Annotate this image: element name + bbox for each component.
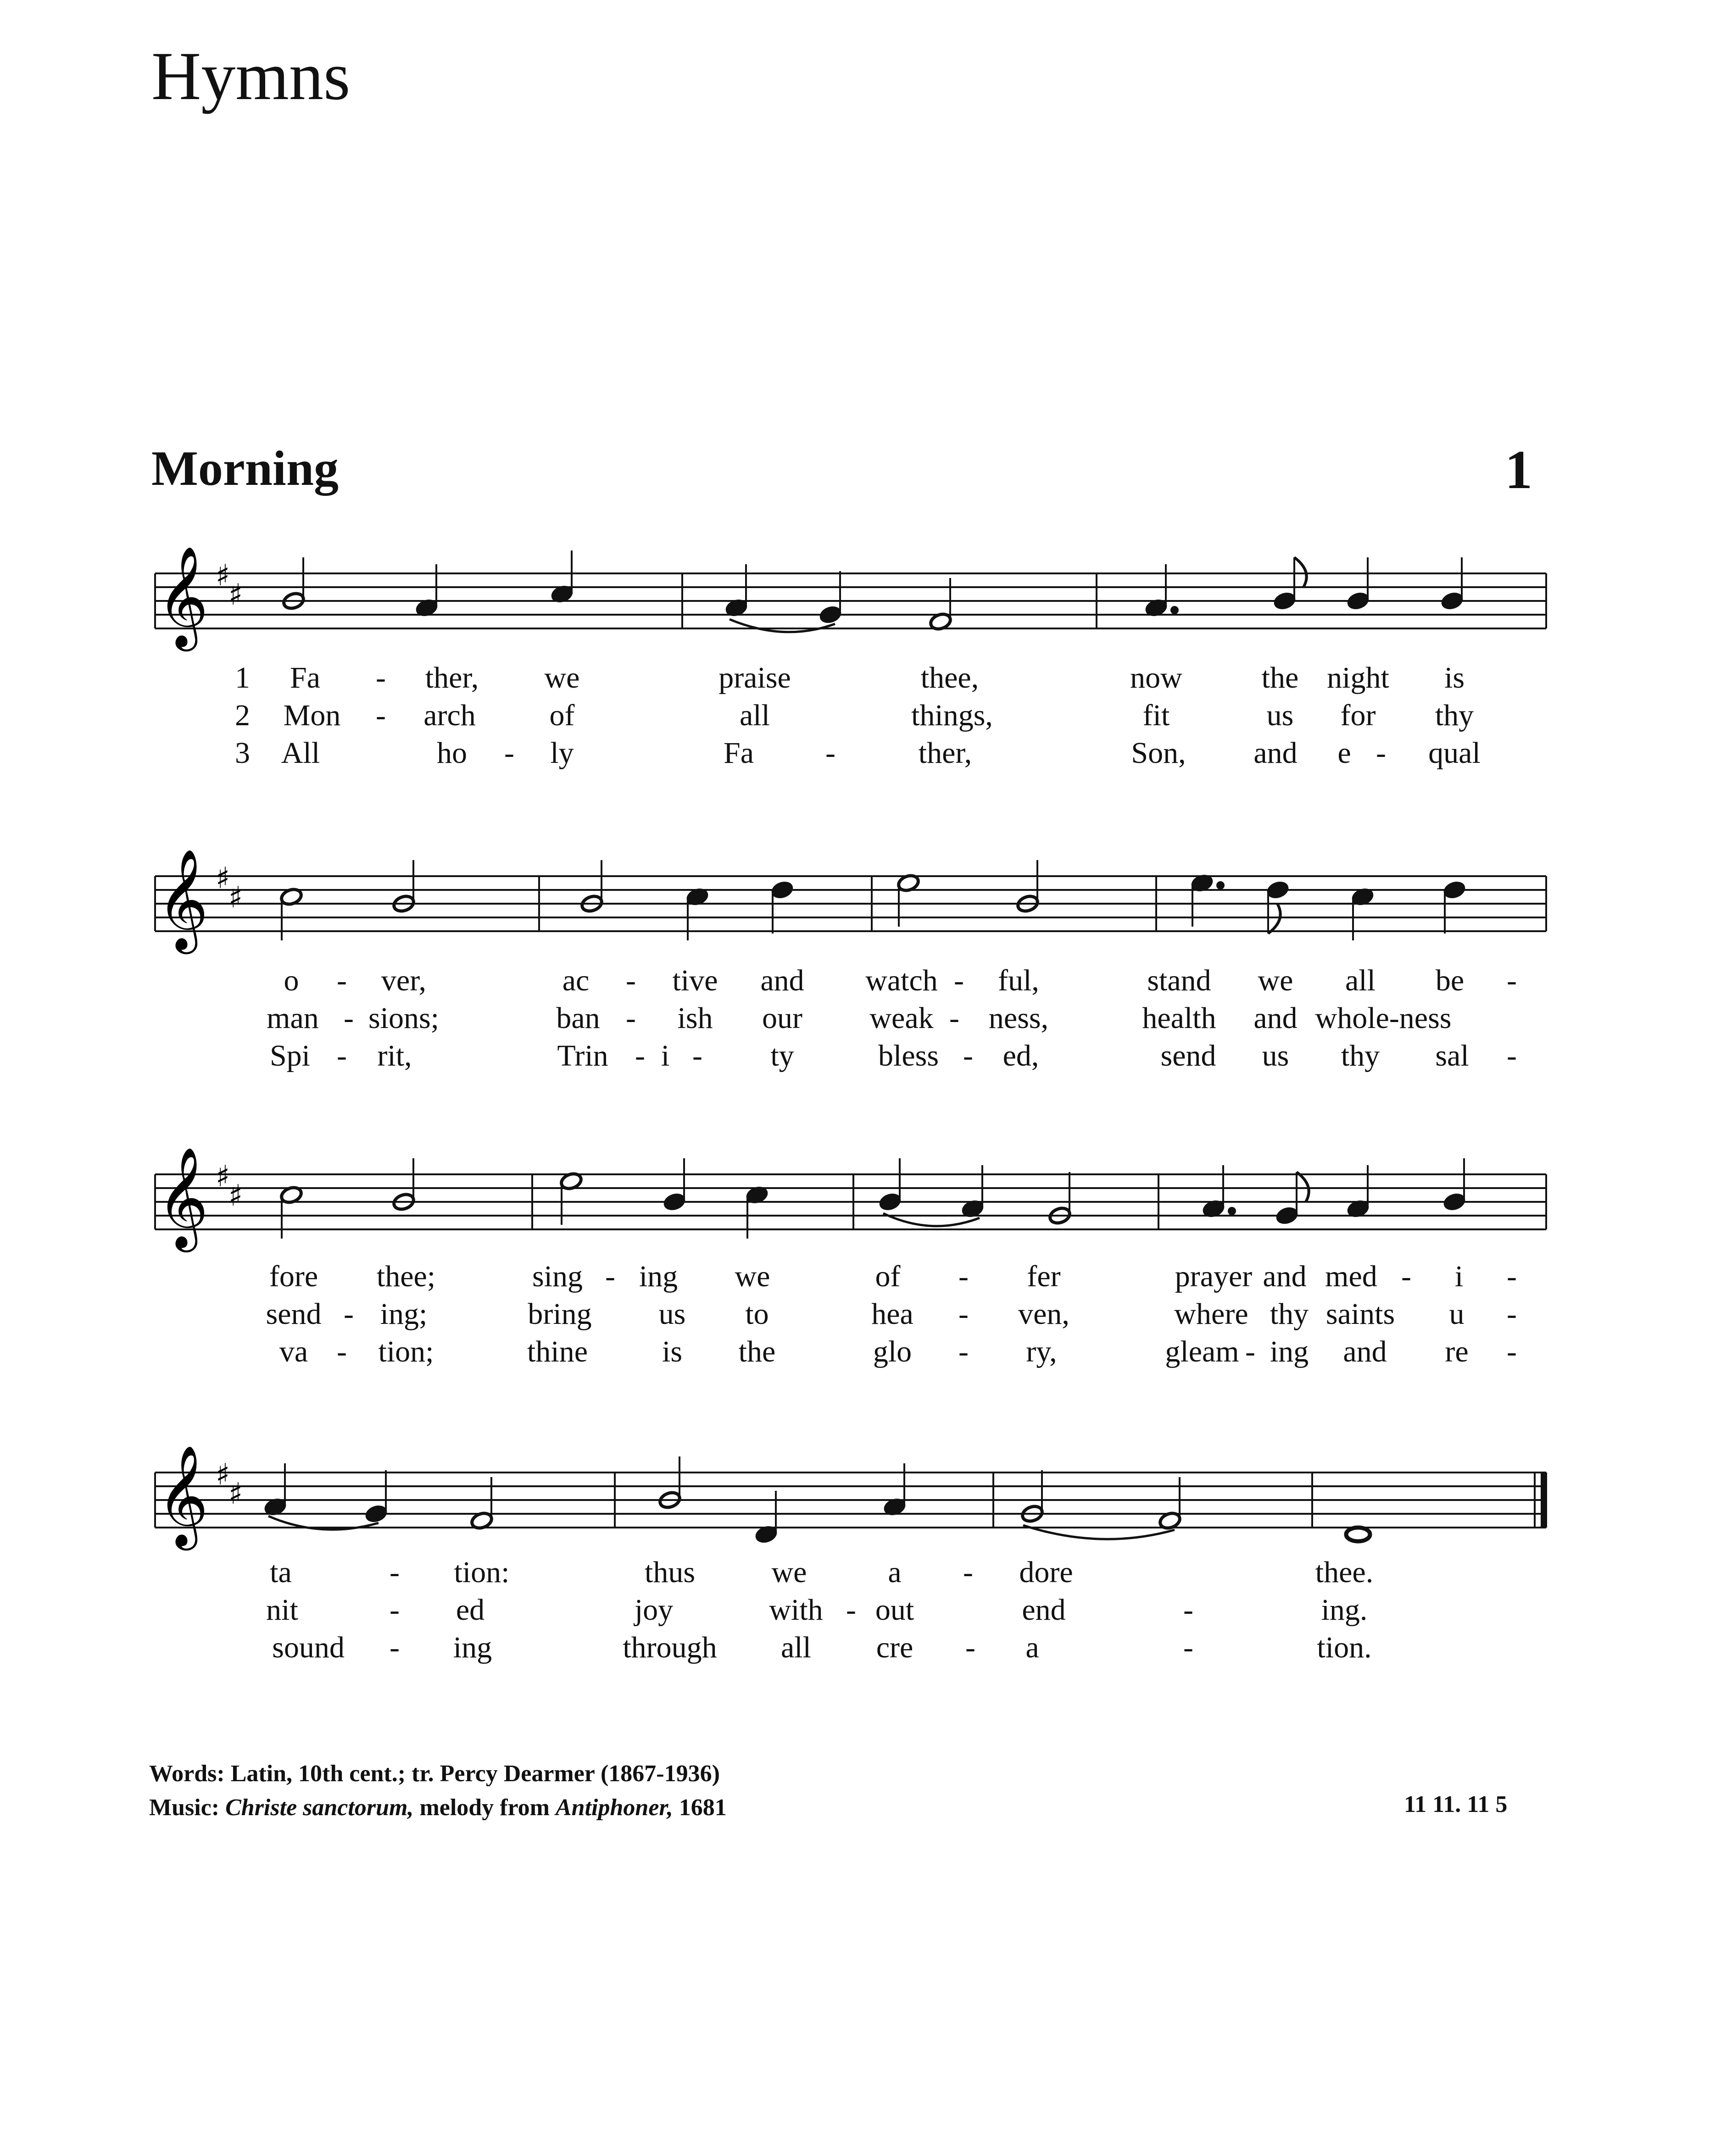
lyric-syllable: All: [281, 736, 320, 770]
lyric-syllable: out: [875, 1593, 914, 1627]
lyric-syllable: glo: [873, 1335, 912, 1368]
lyric-syllable: with: [769, 1593, 823, 1627]
syllable-hyphen: -: [605, 1260, 615, 1293]
syllable-hyphen: -: [846, 1593, 856, 1627]
lyric-syllable: qual: [1428, 736, 1481, 770]
lyric-syllable: ho: [437, 736, 467, 770]
lyric-syllable: gleam: [1165, 1335, 1239, 1368]
lyric-syllable: send: [266, 1297, 322, 1331]
lyric-syllable: bless: [878, 1039, 939, 1072]
syllable-hyphen: -: [376, 661, 386, 695]
lyric-syllable: and: [1253, 1001, 1298, 1035]
lyric-syllable: tion:: [454, 1556, 510, 1589]
lyric-syllable: all: [781, 1631, 811, 1664]
lyric-syllable: and: [1343, 1335, 1387, 1368]
lyric-syllable: ed,: [1002, 1039, 1039, 1072]
lyric-syllable: Fa: [724, 736, 754, 770]
syllable-hyphen: -: [825, 736, 835, 770]
lyric-syllable: we: [735, 1260, 770, 1293]
syllable-hyphen: -: [504, 736, 514, 770]
syllable-hyphen: -: [958, 1260, 969, 1293]
lyrics-system-1: [0, 661, 1732, 780]
lyric-line: [0, 661, 1732, 697]
lyric-syllable: o: [284, 964, 299, 997]
lyric-syllable: re: [1445, 1335, 1469, 1368]
lyric-syllable: Son,: [1131, 736, 1186, 770]
lyric-syllable: thee,: [920, 661, 979, 695]
syllable-hyphen: -: [1376, 736, 1386, 770]
svg-text:♯: ♯: [228, 1179, 243, 1213]
lyric-syllable: bring: [528, 1297, 592, 1331]
lyric-syllable: of: [875, 1260, 901, 1293]
lyric-syllable: praise: [718, 661, 791, 695]
lyric-syllable: arch: [423, 699, 476, 732]
hymn-title: Morning: [151, 441, 339, 496]
syllable-hyphen: -: [376, 699, 386, 732]
syllable-hyphen: -: [1507, 1260, 1517, 1293]
lyric-syllable: ven,: [1018, 1297, 1069, 1331]
lyric-syllable: all: [740, 699, 770, 732]
lyrics-system-2: [0, 963, 1732, 1083]
lyric-syllable: Spi: [269, 1039, 311, 1072]
lyric-syllable: ty: [770, 1039, 794, 1072]
key-signature: [216, 1160, 243, 1213]
syllable-hyphen: -: [1183, 1593, 1193, 1627]
lyric-line: [0, 1334, 1732, 1371]
lyric-line: [0, 1593, 1732, 1629]
lyric-syllable: Trin: [557, 1039, 608, 1072]
key-signature: [216, 1458, 243, 1511]
syllable-hyphen: -: [1507, 964, 1517, 997]
lyric-syllable: and: [1263, 1260, 1307, 1293]
syllable-hyphen: -: [337, 964, 347, 997]
lyric-syllable: all: [1345, 964, 1376, 997]
syllable-hyphen: -: [1507, 1335, 1517, 1368]
lyric-syllable: ing.: [1321, 1593, 1368, 1627]
syllable-hyphen: -: [626, 964, 636, 997]
verse-number: 3: [235, 736, 250, 770]
lyric-syllable: and: [1253, 736, 1298, 770]
lyric-syllable: hea: [871, 1297, 913, 1331]
lyric-syllable: va: [279, 1335, 308, 1368]
lyric-syllable: tion.: [1317, 1631, 1372, 1664]
svg-text:♯: ♯: [216, 559, 230, 593]
lyric-syllable: ed: [456, 1593, 485, 1627]
lyric-syllable: thee;: [376, 1260, 436, 1293]
lyric-line: [0, 1259, 1732, 1296]
lyric-syllable: for: [1340, 699, 1376, 732]
lyric-syllable: weak: [869, 1001, 934, 1035]
syllable-hyphen: -: [1183, 1631, 1193, 1664]
lyrics-system-3: [0, 1259, 1732, 1378]
lyric-syllable: cre: [876, 1631, 913, 1664]
syllable-hyphen: -: [958, 1335, 969, 1368]
lyric-syllable: ful,: [998, 964, 1039, 997]
words-credit: Words: Latin, 10th cent.; tr. Percy Dearmer (1867-1936): [149, 1761, 720, 1787]
lyric-syllable: ther,: [425, 661, 479, 695]
syllable-hyphen: -: [337, 1335, 347, 1368]
svg-text:♯: ♯: [228, 881, 243, 915]
lyric-syllable: a: [888, 1556, 902, 1589]
lyric-syllable: prayer: [1175, 1260, 1253, 1293]
lyric-syllable: a: [1025, 1631, 1039, 1664]
lyric-syllable: u: [1449, 1297, 1465, 1331]
lyric-syllable: thus: [644, 1556, 696, 1589]
lyric-syllable: Mon: [283, 699, 341, 732]
final-barline: [1541, 1473, 1547, 1528]
lyric-syllable: stand: [1147, 964, 1211, 997]
lyric-syllable: e: [1337, 736, 1351, 770]
lyric-syllable: be: [1435, 964, 1465, 997]
lyric-syllable: i: [661, 1039, 670, 1072]
lyric-syllable: ver,: [381, 964, 427, 997]
lyric-syllable: sound: [272, 1631, 345, 1664]
lyric-syllable: man: [267, 1001, 319, 1035]
svg-text:♯: ♯: [228, 1477, 243, 1511]
syllable-hyphen: -: [344, 1297, 354, 1331]
lyric-syllable: tion;: [378, 1335, 434, 1368]
lyric-syllable: and: [760, 964, 804, 997]
lyric-syllable: tive: [672, 964, 718, 997]
lyric-line: [0, 1001, 1732, 1038]
lyric-line: [0, 698, 1732, 735]
svg-text:♯: ♯: [216, 1160, 230, 1194]
lyric-syllable: of: [549, 699, 575, 732]
lyric-syllable: the: [738, 1335, 776, 1368]
verse-number: 2: [235, 699, 250, 732]
hymn-credits: [149, 1757, 727, 1825]
syllable-hyphen: -: [635, 1039, 645, 1072]
meter-label: 11 11. 11 5: [1404, 1791, 1508, 1817]
lyric-syllable: send: [1160, 1039, 1216, 1072]
lyric-syllable: to: [745, 1297, 769, 1331]
syllable-hyphen: -: [1401, 1260, 1411, 1293]
lyric-syllable: watch: [865, 964, 938, 997]
lyric-syllable: thy: [1270, 1297, 1309, 1331]
lyric-line: [0, 1630, 1732, 1667]
lyric-syllable: thee.: [1315, 1556, 1374, 1589]
syllable-hyphen: -: [954, 964, 964, 997]
lyric-syllable: i: [1454, 1260, 1464, 1293]
lyric-syllable: ing: [639, 1260, 678, 1293]
lyric-syllable: us: [658, 1297, 686, 1331]
lyric-syllable: night: [1327, 661, 1389, 695]
lyric-syllable: whole-ness: [1315, 1001, 1452, 1035]
lyric-syllable: us: [1262, 1039, 1289, 1072]
verse-number: 1: [235, 661, 250, 695]
lyric-line: [0, 1039, 1732, 1075]
lyric-syllable: fer: [1027, 1260, 1061, 1293]
lyric-syllable: nit: [266, 1593, 298, 1627]
lyric-syllable: sing: [532, 1260, 583, 1293]
syllable-hyphen: -: [963, 1039, 973, 1072]
lyric-syllable: fore: [269, 1260, 318, 1293]
lyric-syllable: ish: [677, 1001, 713, 1035]
lyric-syllable: is: [1444, 661, 1465, 695]
key-signature: [216, 861, 243, 915]
syllable-hyphen: -: [337, 1039, 347, 1072]
lyric-syllable: we: [544, 661, 580, 695]
syllable-hyphen: -: [1507, 1039, 1517, 1072]
lyric-syllable: end: [1022, 1593, 1066, 1627]
svg-text:♯: ♯: [216, 1458, 230, 1492]
lyric-syllable: we: [1258, 964, 1293, 997]
lyric-syllable: thy: [1435, 699, 1474, 732]
lyric-syllable: thine: [527, 1335, 588, 1368]
lyric-syllable: ry,: [1026, 1335, 1057, 1368]
section-title: Hymns: [151, 38, 351, 114]
lyric-syllable: saints: [1325, 1297, 1395, 1331]
lyric-line: [0, 963, 1732, 1000]
treble-clef-icon: 𝄞: [157, 1445, 209, 1546]
syllable-hyphen: -: [390, 1593, 400, 1627]
syllable-hyphen: -: [965, 1631, 975, 1664]
syllable-hyphen: -: [390, 1556, 400, 1589]
lyric-syllable: Fa: [290, 661, 320, 695]
lyric-syllable: now: [1130, 661, 1182, 695]
lyric-syllable: where: [1174, 1297, 1248, 1331]
lyric-syllable: ness,: [988, 1001, 1049, 1035]
lyric-syllable: is: [662, 1335, 683, 1368]
lyric-syllable: dore: [1019, 1556, 1073, 1589]
lyric-line: [0, 1297, 1732, 1334]
lyric-syllable: fit: [1142, 699, 1170, 732]
lyric-syllable: ing: [1270, 1335, 1309, 1368]
key-signature: [216, 559, 243, 612]
syllable-hyphen: -: [390, 1631, 400, 1664]
lyric-syllable: the: [1261, 661, 1299, 695]
hymn-number: 1: [1505, 439, 1532, 500]
svg-text:♯: ♯: [228, 578, 243, 612]
syllable-hyphen: -: [963, 1556, 973, 1589]
syllable-hyphen: -: [958, 1297, 969, 1331]
treble-clef-icon: 𝄞: [157, 545, 209, 647]
lyric-syllable: med: [1325, 1260, 1377, 1293]
lyric-syllable: sions;: [368, 1001, 440, 1035]
lyric-syllable: ly: [550, 736, 574, 770]
lyric-syllable: us: [1266, 699, 1294, 732]
syllable-hyphen: -: [344, 1001, 354, 1035]
lyric-syllable: we: [771, 1556, 807, 1589]
lyric-syllable: through: [623, 1631, 717, 1664]
lyric-syllable: rit,: [377, 1039, 412, 1072]
lyric-syllable: health: [1142, 1001, 1216, 1035]
treble-clef-icon: 𝄞: [157, 848, 209, 950]
syllable-hyphen: -: [949, 1001, 959, 1035]
lyric-line: [0, 1555, 1732, 1592]
lyric-syllable: our: [762, 1001, 802, 1035]
lyric-syllable: ta: [270, 1556, 292, 1589]
syllable-hyphen: -: [1507, 1297, 1517, 1331]
svg-text:♯: ♯: [216, 861, 230, 895]
lyrics-system-4: [0, 1555, 1732, 1674]
lyric-syllable: sal: [1435, 1039, 1469, 1072]
syllable-hyphen: -: [692, 1039, 702, 1072]
lyric-syllable: ac: [562, 964, 590, 997]
lyric-syllable: ing;: [380, 1297, 428, 1331]
lyric-syllable: joy: [634, 1593, 674, 1627]
treble-clef-icon: 𝄞: [157, 1146, 209, 1248]
music-credit: Music: Christe sanctorum, melody from Antiphoner, 1681: [149, 1795, 727, 1821]
lyric-syllable: ther,: [918, 736, 972, 770]
lyric-line: [0, 736, 1732, 772]
lyric-syllable: ban: [556, 1001, 600, 1035]
syllable-hyphen: -: [626, 1001, 636, 1035]
lyric-syllable: thy: [1341, 1039, 1380, 1072]
syllable-hyphen: -: [1245, 1335, 1255, 1368]
lyric-syllable: ing: [453, 1631, 492, 1664]
lyric-syllable: things,: [911, 699, 993, 732]
